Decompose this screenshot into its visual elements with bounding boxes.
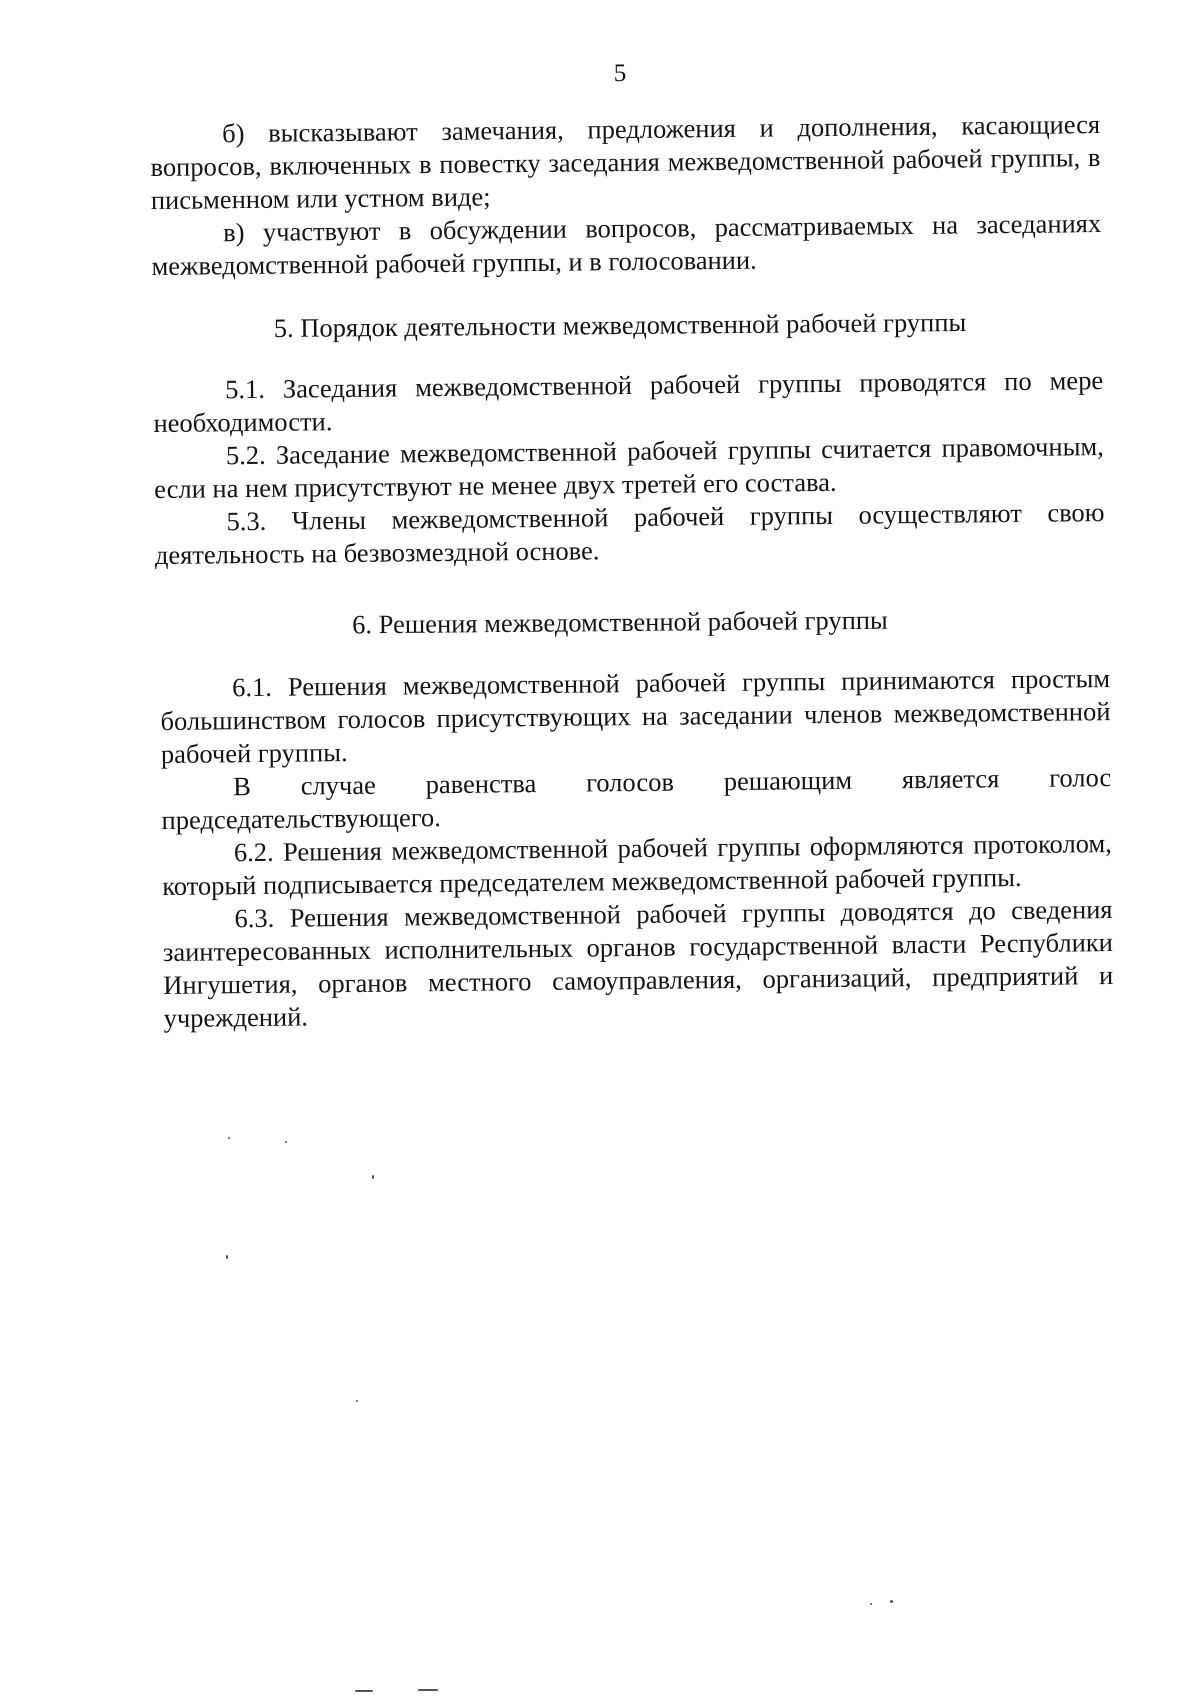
page-number: 5: [613, 60, 627, 87]
section-5-body: [153, 364, 1105, 572]
scan-speck: [355, 1690, 373, 1692]
paragraph-v: в) участвуют в обсуждении вопросов, рассматриваемых на заседаниях межведомственной рабочей группы, и в голосовании.: [151, 208, 1102, 281]
scan-speck: [890, 1600, 893, 1603]
section-5-heading: 5. Порядок деятельности межведомственной рабочей группы: [273, 306, 967, 344]
scan-speck: [870, 1603, 872, 1605]
scan-speck: [356, 1400, 358, 1402]
scan-speck: [228, 1137, 230, 1139]
section-6-body: [160, 662, 1114, 1035]
section-6-heading: 6. Решения межведомственной рабочей группы: [352, 604, 888, 640]
scan-speck: [226, 1255, 228, 1259]
clause-6-1-tie: В случае равенства голосов решающим является голос председательствующего.: [161, 762, 1112, 835]
clause-6-2: 6.2. Решения межведомственной рабочей группы оформляются протоколом, который подписывается председателем межведомственной рабочей группы.: [162, 828, 1113, 901]
clause-5-2: 5.2. Заседание межведомственной рабочей группы считается правомочным, если на нем присутствуют не менее двух третей его состава.: [154, 431, 1104, 504]
scan-speck: [418, 1689, 438, 1691]
paragraph-b: б) высказывают замечания, предложения и дополнения, касающиеся вопросов, включенных в повестку заседания межведомственной рабочей группы, в письменном или устном виде;: [150, 109, 1101, 215]
clause-6-1: 6.1. Решения межведомственной рабочей группы принимаются простым большинством голосов присутствующих на заседании членов межведомственной рабочей группы.: [160, 663, 1111, 769]
rights-list: [150, 108, 1102, 283]
scan-speck: [372, 1175, 374, 1179]
clause-5-3: 5.3. Члены межведомственной рабочей группы осуществляют свою деятельность на безвозмездной основе.: [154, 497, 1105, 570]
clause-5-1: 5.1. Заседания межведомственной рабочей группы проводятся по мере необходимости.: [153, 365, 1104, 438]
scan-speck: [285, 1141, 287, 1143]
clause-6-3: 6.3. Решения межведомственной рабочей группы доводятся до сведения заинтересованных исполнительных органов государственной власти Республики Ингушетия, органов местного самоуправления, организаций, предприятий и учреждений.: [162, 894, 1114, 1033]
